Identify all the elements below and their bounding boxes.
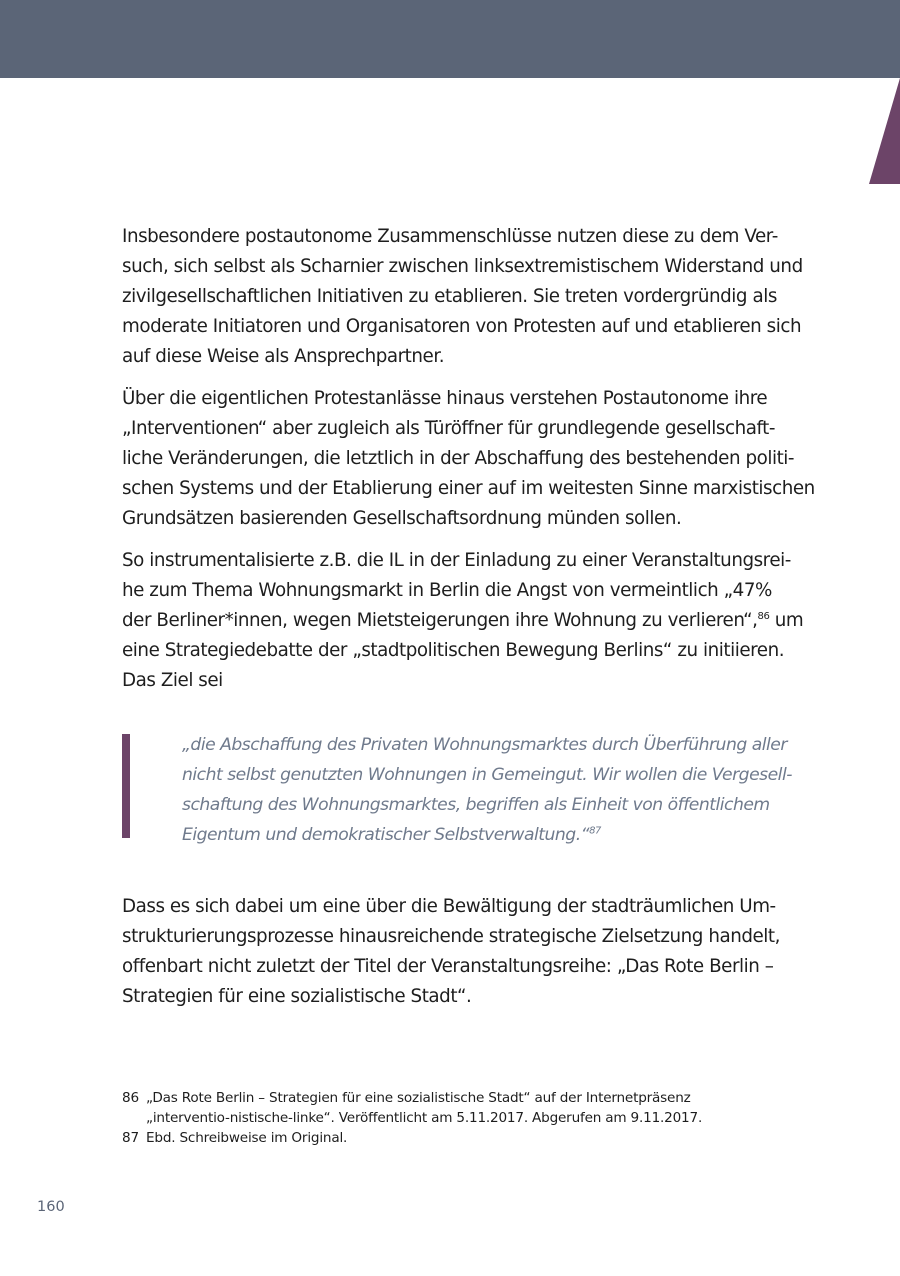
paragraph-1 <box>122 222 803 372</box>
text-line: schen Systems und der Etablierung einer auf im weitesten Sinne marxistischen <box>122 478 815 499</box>
paragraph-2 <box>122 384 815 534</box>
text-segment: um <box>769 610 804 631</box>
text-segment: der Berliner*innen, wegen Mietsteigerungen ihre Wohnung zu verlieren“, <box>122 610 758 631</box>
quote-text-segment: Eigentum und demokratischer Selbstverwaltung.“ <box>182 825 590 845</box>
text-line: such, sich selbst als Scharnier zwischen linksextremistischem Widerstand und <box>122 256 803 277</box>
footnote-ref-86[interactable]: 86 <box>757 610 770 622</box>
footnote-ref-87[interactable]: 87 <box>589 825 601 837</box>
text-line: Strategien für eine sozialistische Stadt“. <box>122 986 472 1007</box>
text-line: Grundsätzen basierenden Gesellschaftsordnung münden sollen. <box>122 508 682 529</box>
text-line: auf diese Weise als Ansprechpartner. <box>122 346 445 367</box>
text-line: strukturierungsprozesse hinausreichende strategische Zielsetzung handelt, <box>122 926 781 947</box>
text-line: liche Veränderungen, die letztlich in der Abschaffung des bestehenden politi- <box>122 448 795 469</box>
quote-line: schaftung des Wohnungsmarktes, begriffen als Einheit von öffentlichem <box>182 795 770 815</box>
text-line: zivilgesellschaftlichen Initiativen zu etablieren. Sie treten vordergründig als <box>122 286 777 307</box>
text-line: Dass es sich dabei um eine über die Bewältigung der stadträumlichen Um- <box>122 896 776 917</box>
text-line: Insbesondere postautonome Zusammenschlüsse nutzen diese zu dem Ver- <box>122 226 778 247</box>
footnotes <box>122 1088 759 1148</box>
page-number: 160 <box>37 1199 65 1215</box>
footnote-87 <box>122 1128 759 1148</box>
text-line: offenbart nicht zuletzt der Titel der Veranstaltungsreihe: „Das Rote Berlin – <box>122 956 774 977</box>
quote-line <box>182 820 759 850</box>
blockquote <box>122 730 792 850</box>
footnote-86 <box>122 1088 759 1128</box>
text-line: Über die eigentlichen Protestanlässe hinaus verstehen Postautonome ihre <box>122 388 768 409</box>
footnote-text: Ebd. Schreibweise im Original. <box>146 1130 348 1146</box>
text-line: „Interventionen“ aber zugleich als Türöffner für grundlegende gesellschaft- <box>122 418 775 439</box>
main-text <box>122 222 815 1024</box>
text-line: moderate Initiatoren und Organisatoren von Protesten auf und etablieren sich <box>122 316 802 337</box>
text-line: he zum Thema Wohnungsmarkt in Berlin die Angst von vermeintlich „47% <box>122 580 772 601</box>
text-line-with-footnote <box>122 606 804 636</box>
paragraph-3 <box>122 546 804 696</box>
footnote-text: „Das Rote Berlin – Strategien für eine sozialistische Stadt“ auf der Internetpräsenz „interventio-nistische-linke“. Veröffentlicht am 5.11.2017. Abgerufen am 9.11.2017. <box>146 1090 703 1126</box>
quote-text <box>182 730 792 850</box>
footnote-number: 87 <box>122 1130 139 1146</box>
text-line: Das Ziel sei <box>122 670 223 691</box>
quote-line: „die Abschaffung des Privaten Wohnungsmarktes durch Überführung aller <box>182 735 787 755</box>
header-band <box>0 0 900 78</box>
quote-line: nicht selbst genutzten Wohnungen in Gemeingut. Wir wollen die Vergesell- <box>182 765 792 785</box>
text-line: So instrumentalisierte z.B. die IL in der Einladung zu einer Veranstaltungsrei- <box>122 550 791 571</box>
quote-accent-bar <box>122 734 130 838</box>
footnote-number: 86 <box>122 1090 139 1106</box>
corner-tab-decoration <box>869 78 900 184</box>
text-line: eine Strategiedebatte der „stadtpolitischen Bewegung Berlins“ zu initiieren. <box>122 640 785 661</box>
paragraph-4 <box>122 892 781 1012</box>
